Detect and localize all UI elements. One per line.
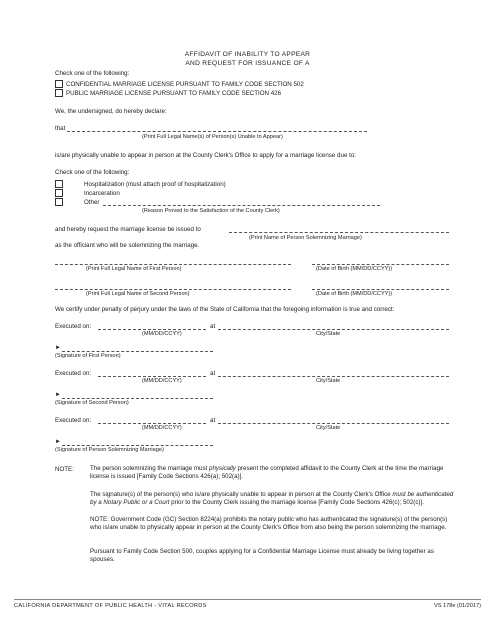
executed-on-label-3: Executed on: [55, 417, 92, 424]
footer-rule [14, 599, 481, 600]
officiant-signature-field[interactable] [62, 445, 213, 446]
hospitalization-checkbox[interactable] [55, 180, 63, 188]
first-person-dob-field[interactable] [312, 264, 449, 265]
incarceration-label: Incarceration [84, 190, 120, 197]
form-title-line-1: AFFIDAVIT OF INABILITY TO APPEAR [184, 51, 311, 58]
public-license-checkbox[interactable] [55, 89, 63, 97]
note-physically-present: The person solemnizing the marriage must physically present the completed affidavit to the County Clerk at the time the marriage license is issued [Family Code Sections 426(a); 502(a)]. [90, 465, 444, 481]
unable-persons-hint: (Print Full Legal Name(s) of Person(s) Unable to Appear) [142, 134, 283, 140]
that-label: that [55, 125, 66, 132]
note-notary-authentication: The signature(s) of the person(s) who is/are physically unable to appear in person at the County Clerk's Office must be authenticated by a Notary Public or a Court prior to the County Clerk issuing the marriage license [Family Code Sections 426(c); 502(c)]. [90, 491, 454, 507]
arrow-icon: ► [55, 392, 61, 398]
check-one-reason-label: Check one of the following: [55, 169, 130, 176]
at-label-1: at [210, 323, 216, 330]
second-person-signature-hint: (Signature of Second Person) [55, 400, 129, 406]
officiant-signature-hint: (Signature of Person Solemnizing Marriage) [55, 447, 164, 453]
footer-department: CALIFORNIA DEPARTMENT OF PUBLIC HEALTH - VITAL RECORDS [14, 603, 207, 609]
footer-form-number: VS 178e (01/2017) [434, 603, 481, 609]
other-reason-checkbox[interactable] [55, 198, 63, 206]
confidential-license-checkbox[interactable] [55, 80, 63, 88]
city-hint-2: City/State [316, 378, 341, 384]
incarceration-checkbox[interactable] [55, 189, 63, 197]
executed-date-field-1[interactable] [98, 329, 206, 330]
executed-location-field-2[interactable] [218, 376, 449, 377]
certify-text: We certify under penalty of perjury under the laws of the State of California that the foregoing information is true and correct: [55, 306, 395, 313]
date-hint-2: (MM/DD/CCYY) [142, 378, 182, 384]
first-person-name-hint: (Print Full Legal Name of First Person) [86, 266, 182, 272]
other-reason-field[interactable] [103, 205, 380, 206]
first-person-name-field[interactable] [55, 264, 291, 265]
public-license-label: PUBLIC MARRIAGE LICENSE PURSUANT TO FAMILY CODE SECTION 426 [66, 90, 282, 97]
executed-date-field-3[interactable] [98, 423, 206, 424]
first-person-dob-hint: (Date of Birth (MM/DD/CCYY)) [316, 266, 393, 272]
note-government-code: NOTE: Government Code (GC) Section 8224(a) prohibits the notary public who has authenticated the signature(s) of the person(s) who is/are unable to physically appear in person at the County Clerk's Office from also being the person solemnizing the marriage. [90, 516, 448, 532]
date-hint-3: (MM/DD/CCYY) [142, 425, 182, 431]
hospitalization-label: Hospitalization (must attach proof of hospitalization) [84, 181, 226, 188]
second-person-name-field[interactable] [55, 289, 291, 290]
executed-on-label-2: Executed on: [55, 370, 92, 377]
officiant-name-hint: (Print Name of Person Solemnizing Marriage) [249, 235, 362, 241]
second-person-dob-field[interactable] [312, 289, 449, 290]
at-label-3: at [210, 417, 216, 424]
note-label: NOTE: [55, 466, 74, 473]
arrow-icon: ► [55, 439, 61, 445]
first-person-signature-field[interactable] [62, 351, 213, 352]
arrow-icon: ► [55, 345, 61, 351]
reason-hint: (Reason Proved to the Satisfaction of the County Clerk) [142, 208, 280, 214]
note-family-code-500: Pursuant to Family Code Section 500, couples applying for a Confidential Marriage License must already be living together as spouses. [90, 548, 434, 564]
declare-text: We, the undersigned, do hereby declare: [55, 108, 167, 115]
second-person-signature-field[interactable] [62, 398, 213, 399]
date-hint-1: (MM/DD/CCYY) [142, 331, 182, 337]
request-issue-text: and hereby request the marriage license be issued to [55, 226, 201, 233]
executed-location-field-3[interactable] [218, 423, 449, 424]
first-person-signature-hint: (Signature of First Person) [55, 353, 121, 359]
officiant-text: as the officiant who will be solemnizing the marriage. [55, 242, 200, 249]
other-reason-label: Other [84, 199, 100, 206]
confidential-license-label: CONFIDENTIAL MARRIAGE LICENSE PURSUANT TO FAMILY CODE SECTION 502 [66, 81, 304, 88]
city-hint-3: City/State [316, 425, 341, 431]
unable-persons-name-field[interactable] [67, 131, 367, 132]
officiant-name-field[interactable] [229, 232, 449, 233]
second-person-name-hint: (Print Full Legal Name of Second Person) [86, 291, 190, 297]
form-title-line-2: AND REQUEST FOR ISSUANCE OF A [185, 60, 310, 67]
executed-date-field-2[interactable] [98, 376, 206, 377]
second-person-dob-hint: (Date of Birth (MM/DD/CCYY)) [316, 291, 393, 297]
executed-on-label-1: Executed on: [55, 323, 92, 330]
executed-location-field-1[interactable] [218, 329, 449, 330]
at-label-2: at [210, 370, 216, 377]
city-hint-1: City/State [316, 331, 341, 337]
check-one-label: Check one of the following: [55, 70, 130, 77]
unable-appear-text: is/are physically unable to appear in person at the County Clerk's Office to apply for a marriage license due to: [55, 152, 356, 159]
